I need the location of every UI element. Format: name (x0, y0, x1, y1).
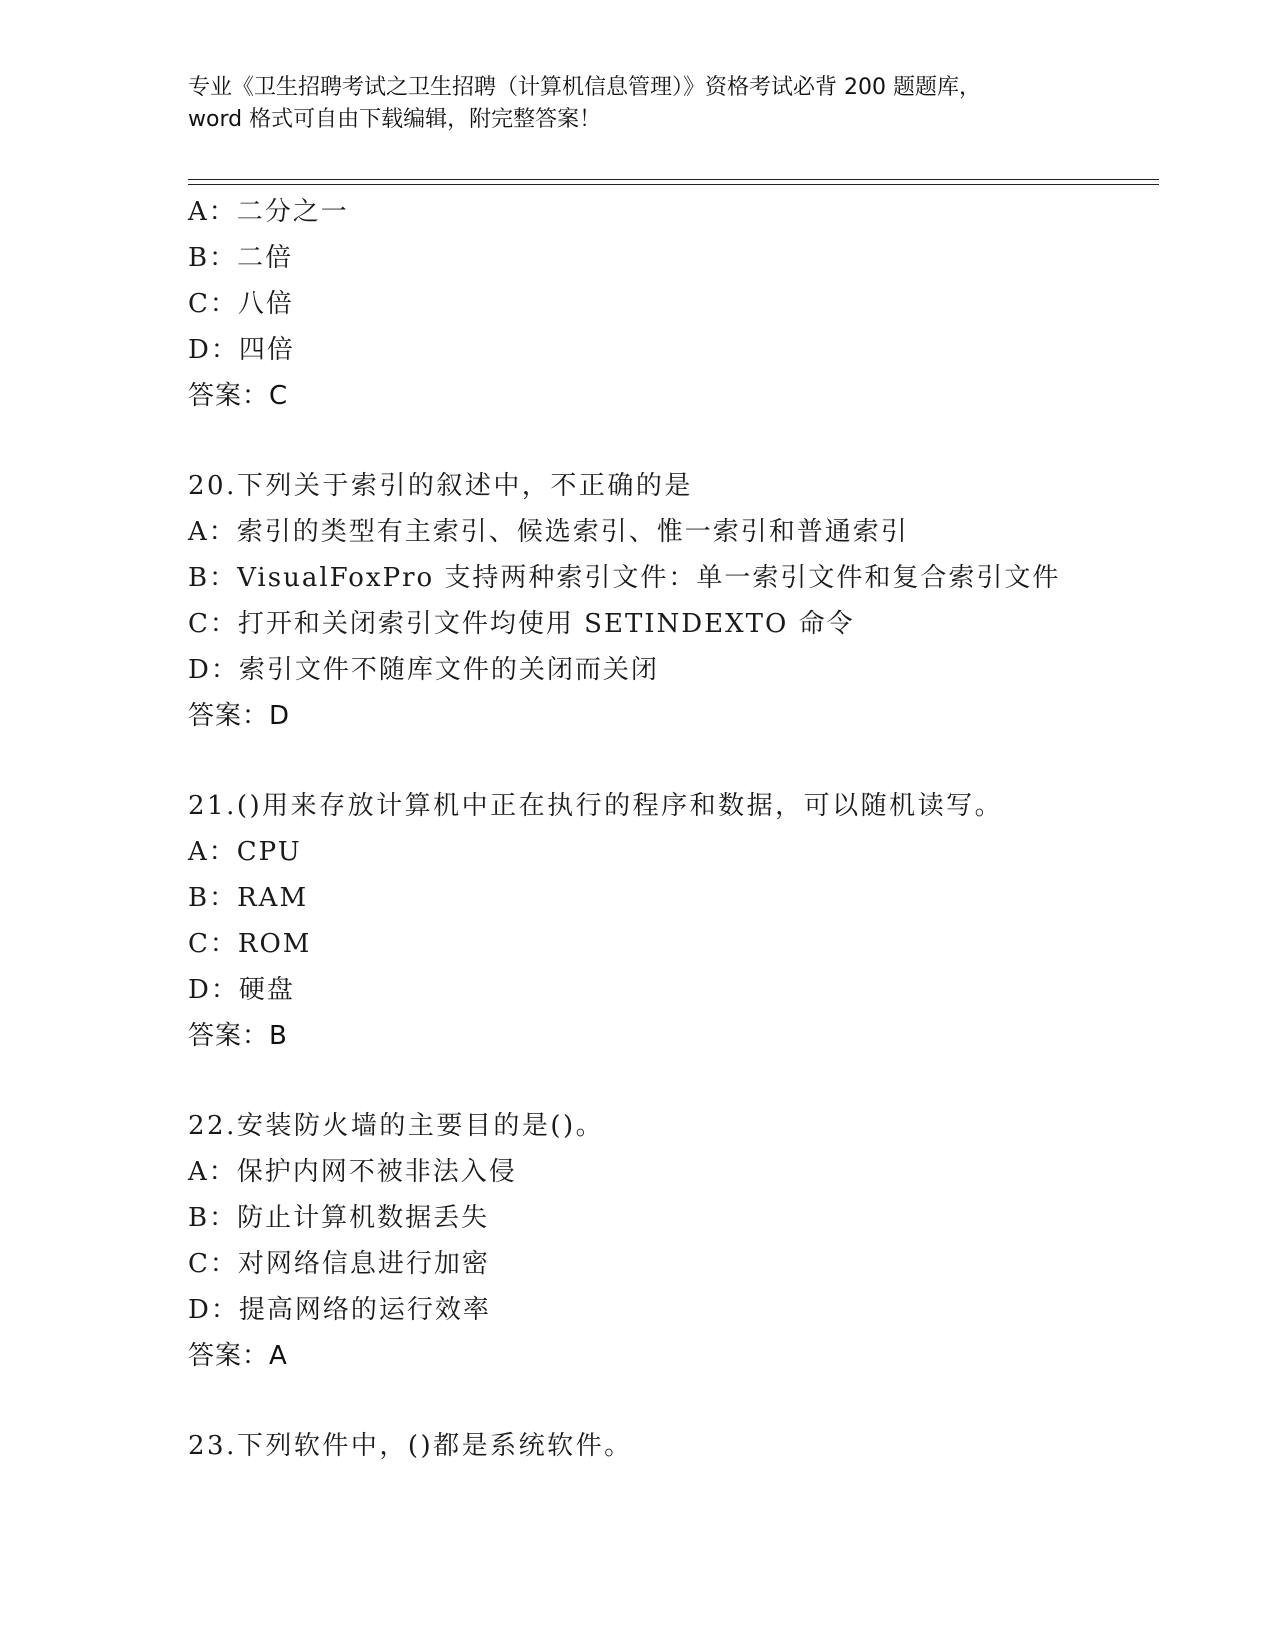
option-a: A：保护内网不被非法入侵 (188, 1157, 517, 1187)
option-b: B：防止计算机数据丢失 (188, 1203, 490, 1233)
option-d: D：四倍 (188, 335, 295, 365)
option-a: A：二分之一 (188, 197, 349, 227)
option-a: A：CPU (188, 837, 302, 867)
option-c: C：打开和关闭索引文件均使用 SETINDEXTO 命令 (188, 609, 855, 639)
answer-line: 答案：B (188, 1021, 288, 1051)
document-header (188, 72, 1088, 136)
option-d: D：索引文件不随库文件的关闭而关闭 (188, 655, 659, 685)
answer-line: 答案：D (188, 701, 291, 731)
question-title: 22.安装防火墙的主要目的是()。 (188, 1111, 605, 1141)
header-line-1: 专业《卫生招聘考试之卫生招聘（计算机信息管理）》资格考试必背 200 题题库， (188, 75, 981, 100)
question-list (188, 189, 1188, 1469)
question-title: 21.()用来存放计算机中正在执行的程序和数据，可以随机读写。 (188, 791, 1004, 821)
answer-line: 答案：C (188, 381, 289, 411)
option-c: C：对网络信息进行加密 (188, 1249, 490, 1279)
spacer (188, 419, 1188, 463)
option-a: A：索引的类型有主索引、候选索引、惟一索引和普通索引 (188, 517, 909, 547)
option-b: B：VisualFoxPro 支持两种索引文件：单一索引文件和复合索引文件 (188, 563, 1061, 593)
question-21 (188, 783, 1188, 1059)
question-title: 20.下列关于索引的叙述中，不正确的是 (188, 471, 693, 501)
option-b: B：RAM (188, 883, 309, 913)
spacer (188, 1379, 1188, 1423)
option-d: D：提高网络的运行效率 (188, 1295, 491, 1325)
question-20 (188, 463, 1188, 739)
spacer (188, 1059, 1188, 1103)
option-c: C：ROM (188, 929, 312, 959)
header-divider-bottom (188, 184, 1159, 185)
question-22 (188, 1103, 1188, 1379)
header-divider-top (188, 179, 1159, 180)
question-19-continued (188, 189, 1188, 419)
option-d: D：硬盘 (188, 975, 295, 1005)
option-c: C：八倍 (188, 289, 294, 319)
answer-line: 答案：A (188, 1341, 288, 1371)
question-23 (188, 1423, 1188, 1469)
option-b: B：二倍 (188, 243, 294, 273)
spacer (188, 739, 1188, 783)
question-title: 23.下列软件中，()都是系统软件。 (188, 1431, 633, 1461)
header-line-2: word 格式可自由下载编辑，附完整答案！ (188, 107, 602, 132)
